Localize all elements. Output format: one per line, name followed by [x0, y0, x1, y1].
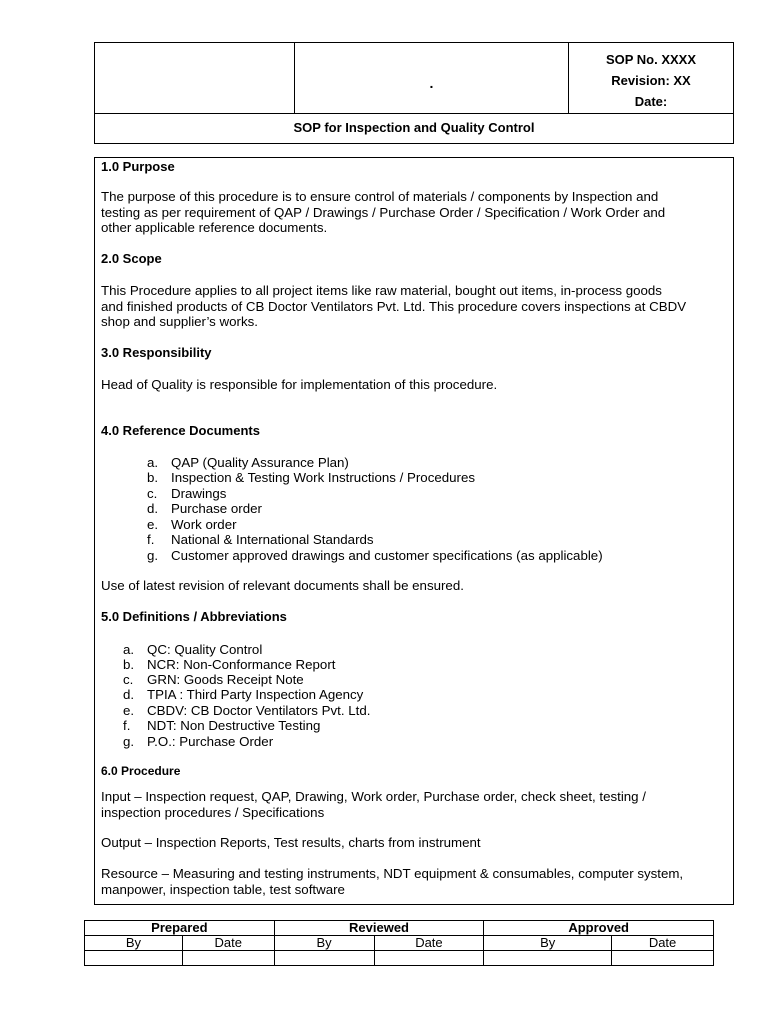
- prepared-date-cell[interactable]: [182, 951, 274, 966]
- approved-date-cell[interactable]: [612, 951, 714, 966]
- approved-by-label: By: [484, 936, 612, 951]
- procedure-resource: [101, 866, 725, 897]
- procedure-heading: 6.0 Procedure: [101, 764, 181, 778]
- reviewed-date-label: Date: [374, 936, 484, 951]
- document-title: SOP for Inspection and Quality Control: [95, 113, 733, 143]
- header-meta-cell: [569, 43, 733, 113]
- purpose-heading: 1.0 Purpose: [101, 159, 175, 174]
- prepared-by-label: By: [85, 936, 183, 951]
- sop-number: SOP No. XXXX: [605, 52, 697, 67]
- scope-line: shop and supplier’s works.: [101, 314, 258, 329]
- procedure-output: Output – Inspection Reports, Test results, charts from instrument: [101, 835, 481, 850]
- responsibility-heading: 3.0 Responsibility: [101, 345, 212, 360]
- procedure-line: inspection procedures / Specifications: [101, 804, 325, 820]
- purpose-line: testing as per requirement of QAP / Drawings / Purchase Order / Specification / Work Order and: [101, 204, 666, 220]
- scope-text: [101, 283, 725, 330]
- purpose-text: [101, 189, 725, 236]
- procedure-input: [101, 789, 725, 820]
- references-note: Use of latest revision of relevant documents shall be ensured.: [101, 578, 464, 593]
- document-body: 1.0 Purpose The purpose of this procedure is to ensure control of materials / components by Inspection and testing as per requirement of QAP / Drawings / Purchase Order / Specification / Work Order and other applicable reference documents. 2.0 Scope This Procedure applies to all project items like raw material, bought out items, in-process goods and finished products of CB Doctor Ventilators Pvt. Ltd. This procedure covers inspections at CBDV shop and supplier’s works. 3.0 Responsibility Head of Quality is responsible for implementation of this procedure. 4.0 Reference Documents a. QAP (Quality Assurance Plan) b. Inspection & Testing Work Instructions / Procedures c. Drawings d. Purchase order e. Work order f. National & International Standards g. Customer approved drawings and customer specifications (as applicable) Use of latest revision of relevant documents shall be ensured. 5.0 Definitions / Abbreviations a. QC: Quality Control b. NCR: Non-Conformance Report c. GRN: Goods Receipt Note d. TPIA : Third Party Inspection Agency e. CBDV: CB Doctor Ventilators Pvt. Ltd. f. NDT: Non Destructive Testing g. P.O.: Purchase Order 6.0 Procedure Input – Inspection request, QAP, Drawing, Work order, Purchase order, check sheet, testing / inspection procedures / Specifications Output – Inspection Reports, Test results, charts from instrument Resource – Measuring and testing instruments, NDT equipment & consumables, computer system, manpower, inspection table, test software: [94, 157, 734, 905]
- reviewed-by-cell[interactable]: [274, 951, 374, 966]
- prepared-date-label: Date: [182, 936, 274, 951]
- responsibility-text: Head of Quality is responsible for implementation of this procedure.: [101, 377, 498, 392]
- revision: Revision: XX: [611, 73, 691, 88]
- definitions-heading: 5.0 Definitions / Abbreviations: [101, 609, 287, 624]
- procedure-line: manpower, inspection table, test software: [101, 881, 345, 897]
- procedure-line: Input – Inspection request, QAP, Drawing, Work order, Purchase order, check sheet, testing /: [101, 789, 646, 804]
- date-field: Date:: [634, 94, 668, 109]
- reviewed-by-label: By: [274, 936, 374, 951]
- scope-line: and finished products of CB Doctor Ventilators Pvt. Ltd. This procedure covers inspections at CBDV: [101, 298, 687, 314]
- approved-date-label: Date: [612, 936, 714, 951]
- approval-table: [84, 920, 714, 970]
- header-center-cell: .: [295, 43, 569, 113]
- prepared-header: Prepared: [85, 921, 275, 936]
- approved-by-cell[interactable]: [484, 951, 612, 966]
- approved-header: Approved: [484, 921, 714, 936]
- logo-cell: [95, 43, 295, 113]
- procedure-line: Resource – Measuring and testing instruments, NDT equipment & consumables, computer system,: [101, 866, 684, 881]
- purpose-line: other applicable reference documents.: [101, 220, 328, 235]
- purpose-line: The purpose of this procedure is to ensure control of materials / components by Inspection and: [101, 189, 659, 204]
- prepared-by-cell[interactable]: [85, 951, 183, 966]
- scope-heading: 2.0 Scope: [101, 251, 162, 266]
- references-heading: 4.0 Reference Documents: [101, 423, 260, 438]
- document-header: [94, 42, 734, 144]
- scope-line: This Procedure applies to all project items like raw material, bought out items, in-process goods: [101, 283, 662, 298]
- reviewed-date-cell[interactable]: [374, 951, 484, 966]
- reviewed-header: Reviewed: [274, 921, 484, 936]
